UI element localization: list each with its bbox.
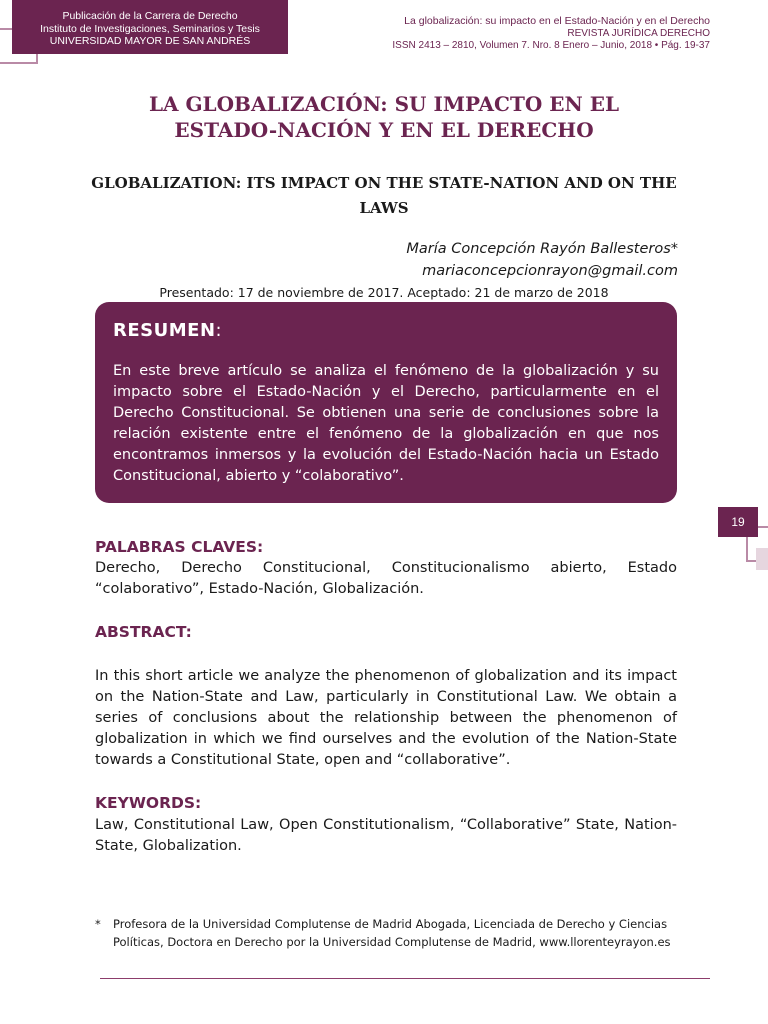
header-left-line-3: UNIVERSIDAD MAYOR DE SAN ANDRÉS <box>49 35 251 47</box>
resumen-text: En este breve artículo se analiza el fenómeno de la globalización y su impacto sobre el Estado-Nación y el Derecho, particularmente en el Derecho Constitucional. Se obtienen una serie de conclusiones sobre la relación existente entre el fenómeno de la globalización en que nos encontramos inmersos y la evolución del Estado-Nación hacia un Estado Constitucional, abierto y “colaborativo”. <box>113 363 659 484</box>
page-number-decoration-fill <box>756 548 768 570</box>
footnote-mark: * <box>95 917 101 931</box>
resumen-heading-colon: : <box>215 320 223 341</box>
journal-header <box>392 15 710 53</box>
journal-issn: ISSN 2413 – 2810, Volumen 7. Nro. 8 Enero – Junio, 2018 • Pág. 19-37 <box>392 40 710 51</box>
resumen-heading-text: RESUMEN <box>113 320 216 341</box>
page-number: 19 <box>718 507 758 537</box>
footnote-text: Profesora de la Universidad Complutense de Madrid Abogada, Licenciada de Derecho y Ciencias Políticas, Doctora en Derecho por la Universidad Complutense de Madrid, www.llorenteyrayon.es <box>113 917 671 949</box>
author-email[interactable]: mariaconcepcionrayon@gmail.com <box>422 263 678 279</box>
abstract-text: In this short article we analyze the phenomenon of globalization and its impact on the Nation-State and Law, particularly in Constitutional Law. We obtain a series of conclusions about the relationship between the phenomenon of globalization in which we find ourselves and the evolution of the Nation-State towards a Constitutional State, open and “collaborative”. <box>95 668 677 768</box>
bottom-divider <box>100 978 710 979</box>
abstract-heading: ABSTRACT: <box>95 623 192 641</box>
keywords-text: Law, Constitutional Law, Open Constitutionalism, “Collaborative” State, Nation-State, Globalization. <box>95 817 677 854</box>
article-subtitle: GLOBALIZATION: ITS IMPACT ON THE STATE-NATION AND ON THE LAWS <box>91 174 677 217</box>
keywords-heading: KEYWORDS: <box>95 794 202 812</box>
resumen-heading <box>113 320 659 341</box>
palabras-text: Derecho, Derecho Constitucional, Constitucionalismo abierto, Estado “colaborativo”, Estado-Nación, Globalización. <box>95 560 677 597</box>
resumen-box <box>95 302 677 503</box>
submission-dates: Presentado: 17 de noviembre de 2017. Aceptado: 21 de marzo de 2018 <box>159 285 609 300</box>
author-block <box>406 238 678 282</box>
footnote <box>95 915 685 951</box>
author-name: María Concepción Rayón Ballesteros* <box>406 241 678 257</box>
palabras-heading: PALABRAS CLAVES: <box>95 538 264 556</box>
header-left-line-1: Publicación de la Carrera de Derecho <box>62 10 238 22</box>
publication-header-box <box>12 0 288 54</box>
journal-name: REVISTA JURÍDICA DERECHO <box>567 27 710 39</box>
article-title: LA GLOBALIZACIÓN: SU IMPACTO EN EL ESTADO-NACIÓN Y EN EL DERECHO <box>148 92 620 142</box>
running-title: La globalización: su impacto en el Estado-Nación y en el Derecho <box>404 15 710 27</box>
header-left-line-2: Instituto de Investigaciones, Seminarios y Tesis <box>40 22 260 35</box>
